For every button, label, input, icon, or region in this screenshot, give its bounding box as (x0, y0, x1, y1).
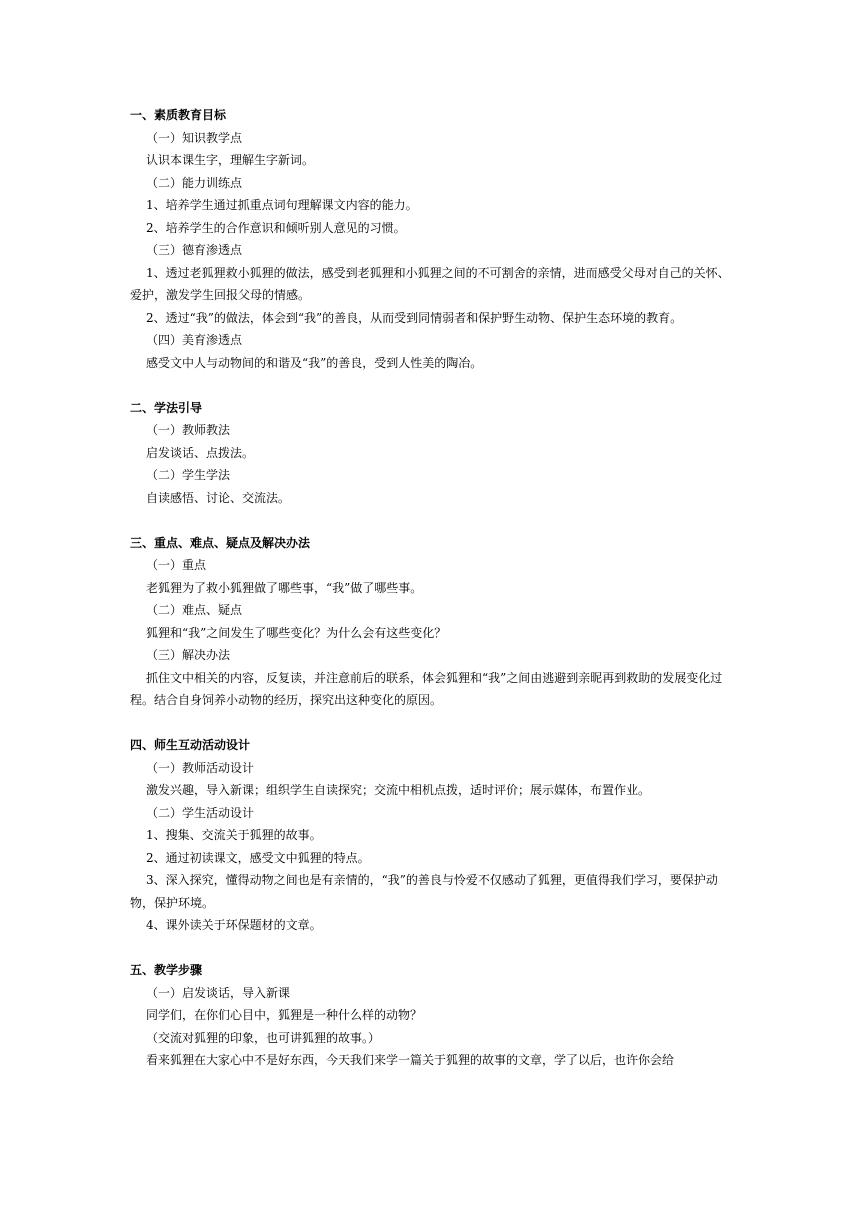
section-title: 五、教学步骤 (130, 963, 203, 977)
paragraph-line: 狐狸和“我”之间发生了哪些变化？为什么会有这些变化？ (146, 625, 447, 640)
paragraph-line: 认识本课生字，理解生字新词。 (146, 153, 315, 167)
paragraph-line: 自读感悟、讨论、交流法。 (146, 490, 291, 505)
paragraph-line: 激发兴趣，导入新课；组织学生自读探究；交流中相机点拨，适时评价；展示媒体，布置作业。 (146, 783, 651, 797)
paragraph-line: 4、课外读关于环保题材的文章。 (146, 918, 322, 932)
paragraph-line: （一）知识教学点 (146, 130, 243, 145)
section-spacer (130, 374, 740, 397)
paragraph-line: 启发谈话、点拨法。 (146, 445, 255, 460)
paragraph-line: （一）教师教法 (146, 423, 231, 437)
paragraph-line: 抓住文中相关的内容，反复读，并注意前后的联系，体会狐狸和“我”之间由逃避到亲昵再到救助的发展变化过程。结合自身饲养小动物的经历，探究出这种变化的原因。 (130, 670, 723, 707)
section-title: 一、素质教育目标 (130, 108, 227, 122)
paragraph-line: （三）解决办法 (146, 648, 231, 662)
paragraph-line: （三）德育渗透点 (146, 243, 243, 257)
paragraph-line: 1、搜集、交流关于狐狸的故事。 (146, 828, 322, 842)
paragraph-line: （二）能力训练点 (146, 175, 243, 190)
paragraph-line: 老狐狸为了救小狐狸做了哪些事，“我”做了哪些事。 (146, 580, 423, 595)
paragraph-line: （二）学生学法 (146, 468, 231, 482)
paragraph-line: （一）教师活动设计 (146, 760, 255, 775)
section-title: 二、学法引导 (130, 400, 203, 415)
paragraph-line: （二）学生活动设计 (146, 805, 255, 820)
paragraph-line: （四）美育渗透点 (146, 333, 243, 347)
section-title: 三、重点、难点、疑点及解决办法 (130, 535, 311, 550)
section-spacer (130, 509, 740, 532)
paragraph-line: 看来狐狸在大家心中不是好东西，今天我们来学一篇关于狐狸的故事的文章，学了以后，也许你会给 (146, 1053, 675, 1067)
paragraph-line: （二）难点、疑点 (146, 603, 243, 617)
paragraph-line: （一）重点 (146, 558, 207, 572)
document-body (130, 104, 740, 1072)
paragraph-line: 1、培养学生通过抓重点词句理解课文内容的能力。 (146, 198, 418, 212)
section-spacer (130, 937, 740, 960)
paragraph-line: 3、深入探究，懂得动物之间也是有亲情的，“我”的善良与怜爱不仅感动了狐狸，更值得我们学习，要保护动物，保护环境。 (130, 873, 718, 910)
paragraph-line: 同学们，在你们心目中，狐狸是一种什么样的动物？ (146, 1008, 423, 1022)
paragraph-line: （交流对狐狸的印象，也可讲狐狸的故事。） (146, 1030, 381, 1045)
section-spacer (130, 712, 740, 735)
paragraph-line: 2、培养学生的合作意识和倾听别人意见的习惯。 (146, 220, 406, 235)
section-title: 四、师生互动活动设计 (130, 738, 251, 752)
paragraph-line: 2、透过“我”的做法，体会到“我”的善良，从而受到同情弱者和保护野生动物、保护生态环境的教育。 (146, 310, 683, 325)
paragraph-line: 2、通过初读课文，感受文中狐狸的特点。 (146, 850, 370, 865)
paragraph-line: （一）启发谈话，导入新课 (146, 985, 291, 1000)
paragraph-line: 1、透过老狐狸救小狐狸的做法，感受到老狐狸和小狐狸之间的不可割舍的亲情，进而感受父母对自己的关怀、爱护，激发学生回报父母的情感。 (130, 265, 730, 302)
paragraph-line: 感受文中人与动物间的和谐及“我”的善良，受到人性美的陶冶。 (146, 355, 483, 370)
